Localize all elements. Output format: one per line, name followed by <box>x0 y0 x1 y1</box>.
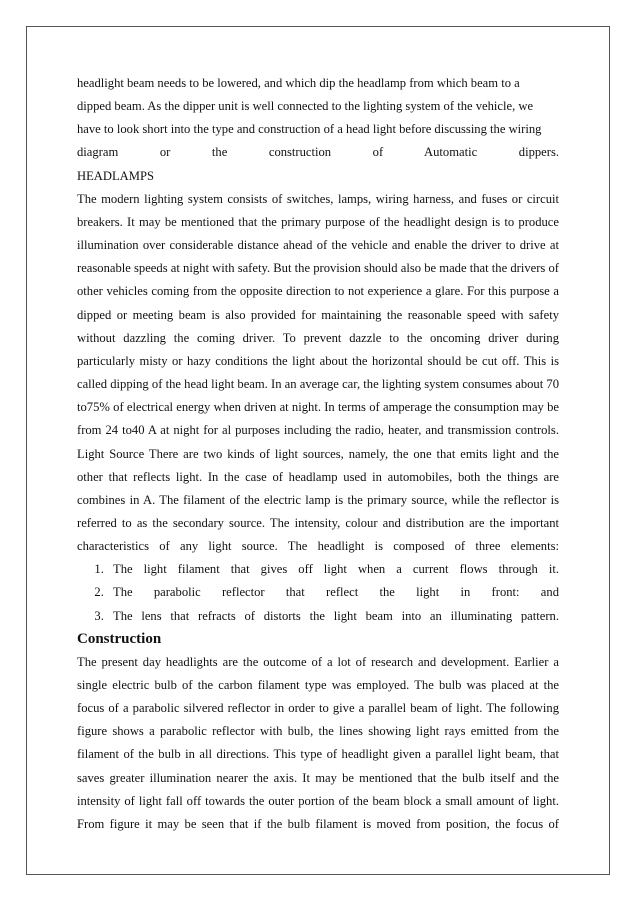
headlamps-paragraph: The modern lighting system consists of switches, lamps, wiring harness, and fuses or circuit breakers. It may be mentioned that the primary purpose of the headlight design is to produce illumination over considerable distance ahead of the vehicle and enable the driver to drive at reasonable speeds at night with safety. But the provision should also be made that the drivers of other vehicles coming from the opposite direction to not experience a glare. For this purpose a dipped or meeting beam is also provided for maintaining the reasonable speed with safety without dazzling the coming driver. To prevent dazzle to the oncoming driver during particularly misty or hazy conditions the light about the horizontal should be cut off. This is called dipping of the head light beam. In an average car, the lighting system consumes about 70 to75% of electrical energy when driven at night. In terms of amperage the consumption may be from 24 to40 A at night for al purposes including the radio, heater, and transmission controls. Light Source There are two kinds of light sources, namely, the one that emits light and the other that reflects light. In the case of headlamp used in automobiles, both the things are combines in A. The filament of the electric lamp is the primary source, while the reflector is referred to as the secondary source. The intensity, colour and distribution are the important characteristics of any light source. The headlight is composed of three elements: <box>77 191 559 554</box>
list-item: 2. The parabolic reflector that reflect the light in front: and <box>107 581 559 604</box>
intro-line: have to look short into the type and construction of a head light before discussing the wiring <box>77 122 542 137</box>
intro-line: headlight beam needs to be lowered, and which dip the headlamp from which beam to a <box>77 76 520 90</box>
intro-line: dipped beam. As the dipper unit is well connected to the lighting system of the vehicle, we <box>77 99 534 114</box>
headlamps-label: HEADLAMPS <box>77 168 154 183</box>
construction-paragraph: The present day headlights are the outcome of a lot of research and development. Earlier a single electric bulb of the carbon filament type was employed. The bulb was placed at the focus of a parabolic silvered reflector in order to give a parallel beam of light. The following figure shows a parabolic reflector with bulb, the lines showing light rays emitted from the filament of the bulb in all directions. This type of headlight given a parallel light beam, that saves greater illumination nearer the axis. It may be mentioned that the bulb itself and the intensity of light fall off towards the outer portion of the beam block a small amount of light. From figure it may be seen that if the bulb filament is moved from position, the focus of <box>77 654 559 831</box>
headlight-elements-list <box>77 558 559 627</box>
document-body <box>77 72 559 836</box>
list-item: 3. The lens that refracts of distorts the light beam into an illuminating pattern. <box>107 605 559 628</box>
section-heading: Construction <box>77 630 162 647</box>
list-item: 1. The light filament that gives off light when a current flows through it. <box>107 558 559 581</box>
intro-line: diagram or the construction of Automatic dippers. <box>77 145 559 160</box>
